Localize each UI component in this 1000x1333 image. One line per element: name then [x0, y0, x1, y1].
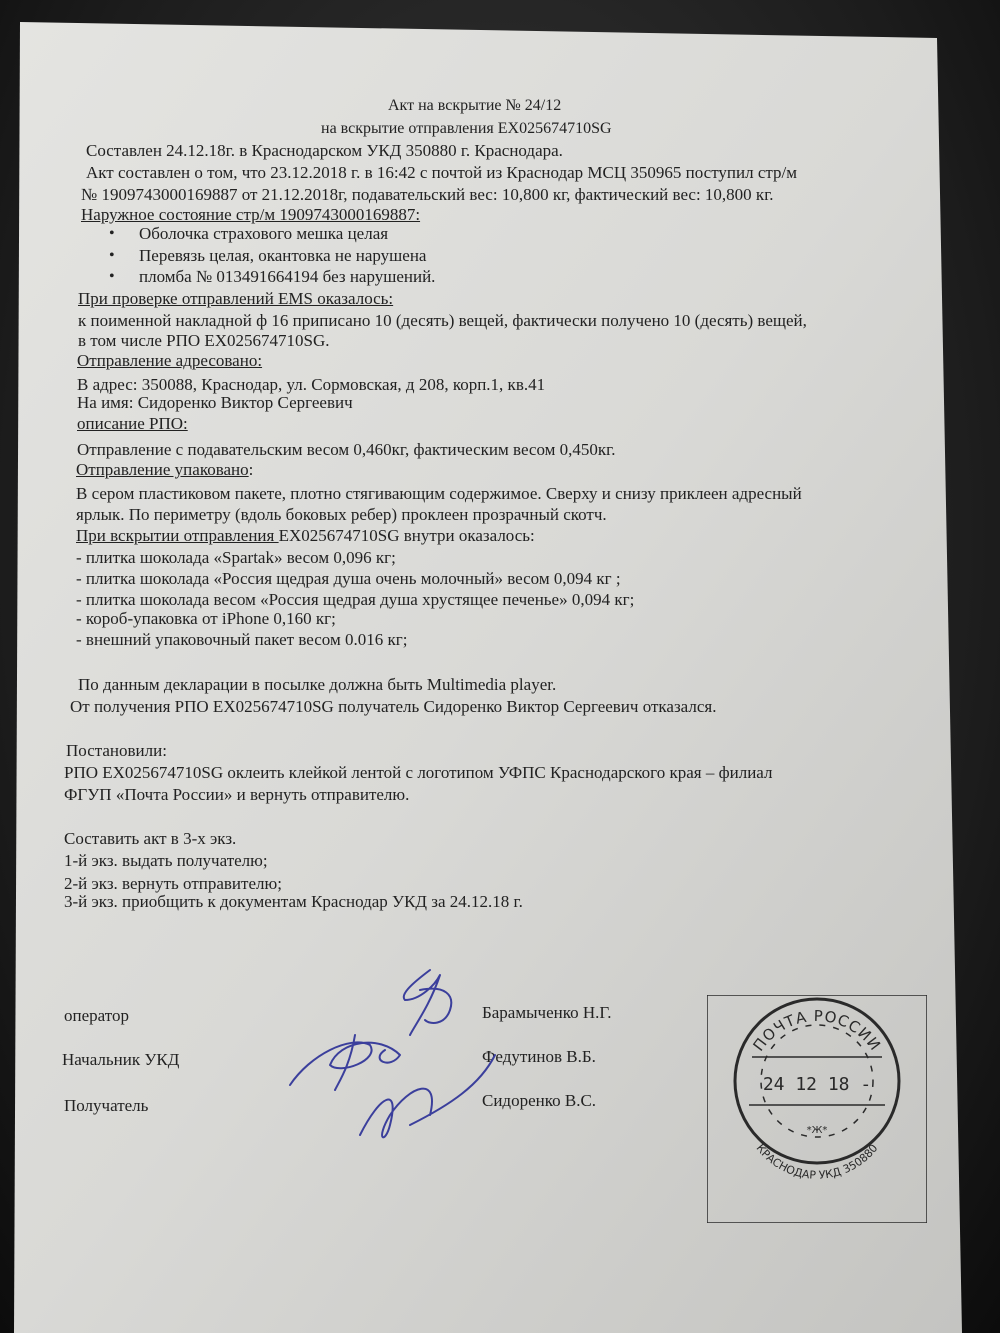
stamp-bottom-text: КРАСНОДАР УКД 350880 — [753, 1141, 881, 1182]
bullet-item-2: • Перевязь целая, окантовка не нарушена — [139, 246, 426, 266]
bullet-item-1: • Оболочка страхового мешка целая — [139, 224, 388, 244]
copy-item-2: 2-й экз. вернуть отправителю; — [64, 874, 282, 893]
composed-line: Составлен 24.12.18г. в Краснодарском УКД 350880 г. Краснодара. — [86, 141, 563, 160]
signature-operator — [404, 970, 452, 1035]
copy-item-1: 1-й экз. выдать получателю; — [64, 851, 268, 870]
packed-heading — [76, 460, 253, 480]
packed-heading-colon: : — [248, 460, 254, 479]
packed-heading-text: Отправление упаковано — [76, 460, 249, 479]
content-item-5: - внешний упаковочный пакет весом 0.016 кг; — [76, 630, 408, 649]
copy-item-3: 3-й экз. приобщить к документам Краснодар УКД за 24.12.18 г. — [64, 892, 523, 911]
opening-heading-underlined: При вскрытии отправления — [76, 526, 279, 545]
chief-label: Начальник УКД — [62, 1050, 180, 1069]
weights-line: Отправление с подавательским весом 0,460кг, фактическим весом 0,450кг. — [77, 440, 616, 459]
recipient-name: Сидоренко В.С. — [482, 1091, 597, 1110]
stamp-star: *Ж* — [806, 1125, 828, 1136]
resolution-line2: ФГУП «Почта России» и вернуть отправителю. — [64, 785, 410, 804]
opening-heading-rest: EX025674710SG внутри оказалось: — [278, 526, 535, 545]
packaging-line1: В сером пластиковом пакете, плотно стягивающим содержимое. Сверху и снизу приклеен адресный — [76, 484, 802, 503]
packaging-line2: ярлык. По периметру (вдоль боковых ребер) проклеен прозрачный скотч. — [76, 505, 607, 524]
operator-label: оператор — [64, 1006, 129, 1025]
stamp-date: 24 12 18 - — [762, 1074, 872, 1095]
ems-paragraph-line1: к поименной накладной ф 16 приписано 10 (десять) вещей, фактически получено 10 (десять) вещей, — [78, 311, 807, 330]
addressed-heading: Отправление адресовано: — [77, 351, 263, 370]
chief-name: Федутинов В.Б. — [482, 1047, 596, 1066]
copies-heading: Составить акт в 3-х экз. — [64, 829, 237, 848]
ems-check-heading: При проверке отправлений EMS оказалось: — [78, 289, 394, 308]
signature-chief — [290, 1035, 400, 1090]
resolution-heading: Постановили: — [66, 741, 167, 760]
rpo-description-heading: описание РПО: — [77, 414, 188, 433]
address-line: В адрес: 350088, Краснодар, ул. Сормовская, д 208, корп.1, кв.41 — [77, 375, 546, 394]
act-paragraph-line1: Акт составлен о том, что 23.12.2018 г. в 16:42 с почтой из Краснодар МСЦ 350965 поступил стр/м — [86, 163, 798, 182]
act-paragraph-line2: № 1909743000169887 от 21.12.2018г, подавательский вес: 10,800 кг, фактический вес: 10,800 кг. — [81, 185, 774, 204]
recipient-name-line: На имя: Сидоренко Виктор Сергеевич — [77, 393, 353, 412]
ems-paragraph-line2: в том числе РПО EX025674710SG. — [78, 331, 330, 350]
content-item-2: - плитка шоколада «Россия щедрая душа очень молочный» весом 0,094 кг ; — [76, 569, 621, 588]
operator-name: Барамыченко Н.Г. — [482, 1003, 612, 1022]
postal-stamp — [707, 995, 927, 1223]
content-item-3: - плитка шоколада весом «Россия щедрая душа хрустящее печенье» 0,094 кг; — [76, 590, 635, 609]
refusal-line: От получения РПО EX025674710SG получатель Сидоренко Виктор Сергеевич отказался. — [70, 697, 717, 716]
declaration-line: По данным декларации в посылке должна быть Multimedia player. — [78, 675, 557, 694]
outer-state-heading: Наружное состояние стр/м 1909743000169887: — [81, 205, 421, 224]
opening-heading — [76, 526, 535, 546]
resolution-line1: РПО EX025674710SG оклеить клейкой лентой с логотипом УФПС Краснодарского края – филиал — [64, 763, 773, 782]
recipient-label: Получатель — [64, 1096, 149, 1115]
handwritten-signatures — [280, 965, 510, 1165]
bullet-item-3: • пломба № 013491664194 без нарушений. — [139, 267, 435, 287]
act-subtitle: на вскрытие отправления EX025674710SG — [321, 120, 612, 137]
content-item-1: - плитка шоколада «Spartak» весом 0,096 кг; — [76, 548, 396, 567]
act-title: Акт на вскрытие № 24/12 — [388, 97, 562, 114]
stamp-top-text: ПОЧТА РОССИИ — [749, 1006, 885, 1055]
content-item-4: - короб-упаковка от iPhone 0,160 кг; — [76, 609, 336, 628]
signature-recipient — [360, 1055, 495, 1137]
